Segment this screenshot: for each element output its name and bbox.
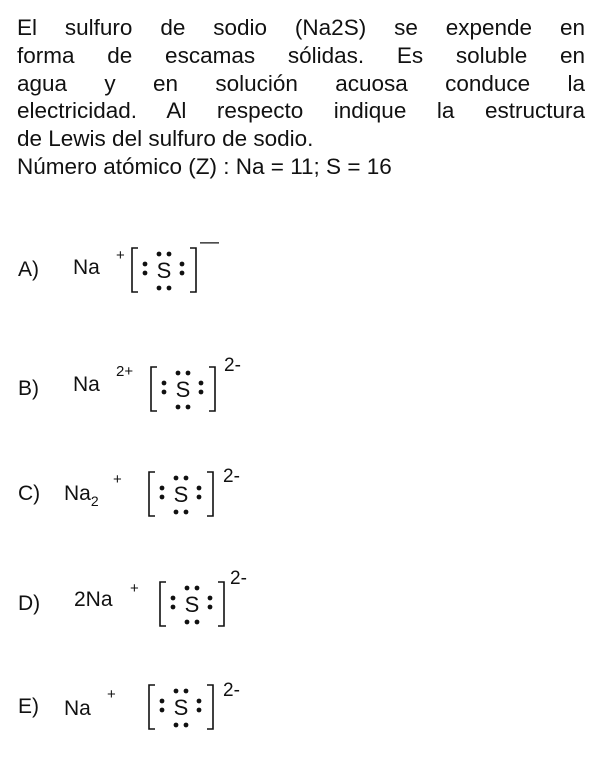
electron-dot (174, 689, 179, 694)
electron-dot (174, 476, 179, 481)
question-text (17, 14, 585, 181)
electron-dot (143, 271, 148, 276)
lewis-structure (145, 361, 235, 417)
electron-dot (162, 381, 167, 386)
electron-dot (160, 495, 165, 500)
sulfur-symbol: S (156, 258, 172, 283)
right-bracket (207, 472, 213, 516)
left-bracket (149, 472, 155, 516)
lewis-structure (143, 679, 233, 735)
option-letter: A) (18, 258, 39, 281)
option-letter: B) (18, 377, 39, 400)
right-bracket (190, 248, 196, 292)
electron-dot (184, 476, 189, 481)
cation-charge: + (130, 580, 139, 597)
question-line-6: Número atómico (Z) : Na = 11; S = 16 (17, 153, 392, 179)
question-line-4: electricidad. Al respecto indique la estructura (17, 98, 585, 124)
option-letter: C) (18, 482, 41, 505)
left-bracket (160, 582, 166, 626)
electron-dot (174, 510, 179, 515)
cation-formula: Na (73, 373, 100, 396)
sulfur-symbol: S (173, 482, 189, 507)
electron-dot (143, 262, 148, 267)
sulfur-symbol: S (175, 377, 191, 402)
electron-dot (186, 371, 191, 376)
electron-dot (160, 708, 165, 713)
question-line-3: agua y en solución acuosa conduce la (17, 70, 585, 96)
option-letter: E) (18, 695, 39, 718)
sulfur-symbol: S (173, 695, 189, 720)
question-line-1: El sulfuro de sodio (Na2S) se expende en (17, 15, 585, 40)
anion-charge: 2- (230, 568, 247, 589)
anion-charge: 2- (223, 466, 240, 487)
anion-charge: — (200, 232, 219, 253)
electron-dot (176, 405, 181, 410)
electron-dot (186, 405, 191, 410)
electron-dot (157, 252, 162, 257)
electron-dot (184, 510, 189, 515)
electron-dot (195, 586, 200, 591)
option-letter: D) (18, 592, 41, 615)
electron-dot (184, 689, 189, 694)
right-bracket (207, 685, 213, 729)
left-bracket (151, 367, 157, 411)
electron-dot (185, 620, 190, 625)
electron-dot (197, 486, 202, 491)
electron-dot (197, 708, 202, 713)
cation-formula: 2Na (74, 588, 113, 611)
electron-dot (195, 620, 200, 625)
electron-dot (197, 495, 202, 500)
electron-dot (174, 723, 179, 728)
cation-formula: Na (64, 697, 91, 720)
left-bracket (132, 248, 138, 292)
electron-dot (171, 596, 176, 601)
electron-dot (180, 262, 185, 267)
electron-dot (167, 286, 172, 291)
electron-dot (184, 723, 189, 728)
electron-dot (167, 252, 172, 257)
electron-dot (160, 699, 165, 704)
cation-charge: + (113, 471, 122, 488)
lewis-structure (143, 466, 233, 522)
cation-charge: 2+ (116, 363, 134, 380)
electron-dot (199, 381, 204, 386)
anion-charge: 2- (223, 680, 240, 701)
cation-charge: + (116, 247, 125, 264)
electron-dot (176, 371, 181, 376)
sulfur-symbol: S (184, 592, 200, 617)
cation-charge: + (107, 686, 116, 703)
electron-dot (171, 605, 176, 610)
left-bracket (149, 685, 155, 729)
electron-dot (208, 596, 213, 601)
question-line-2: forma de escamas sólidas. Es soluble en (17, 42, 585, 68)
right-bracket (209, 367, 215, 411)
electron-dot (160, 486, 165, 491)
electron-dot (157, 286, 162, 291)
cation-subscript: 2 (90, 493, 99, 509)
question-line-5: de Lewis del sulfuro de sodio. (17, 126, 314, 152)
electron-dot (185, 586, 190, 591)
cation-formula (64, 482, 99, 509)
anion-charge: 2- (224, 355, 241, 376)
cation-formula: Na (73, 256, 100, 279)
electron-dot (162, 390, 167, 395)
electron-dot (180, 271, 185, 276)
electron-dot (197, 699, 202, 704)
electron-dot (208, 605, 213, 610)
right-bracket (218, 582, 224, 626)
electron-dot (199, 390, 204, 395)
cation-symbol: Na (64, 482, 91, 505)
